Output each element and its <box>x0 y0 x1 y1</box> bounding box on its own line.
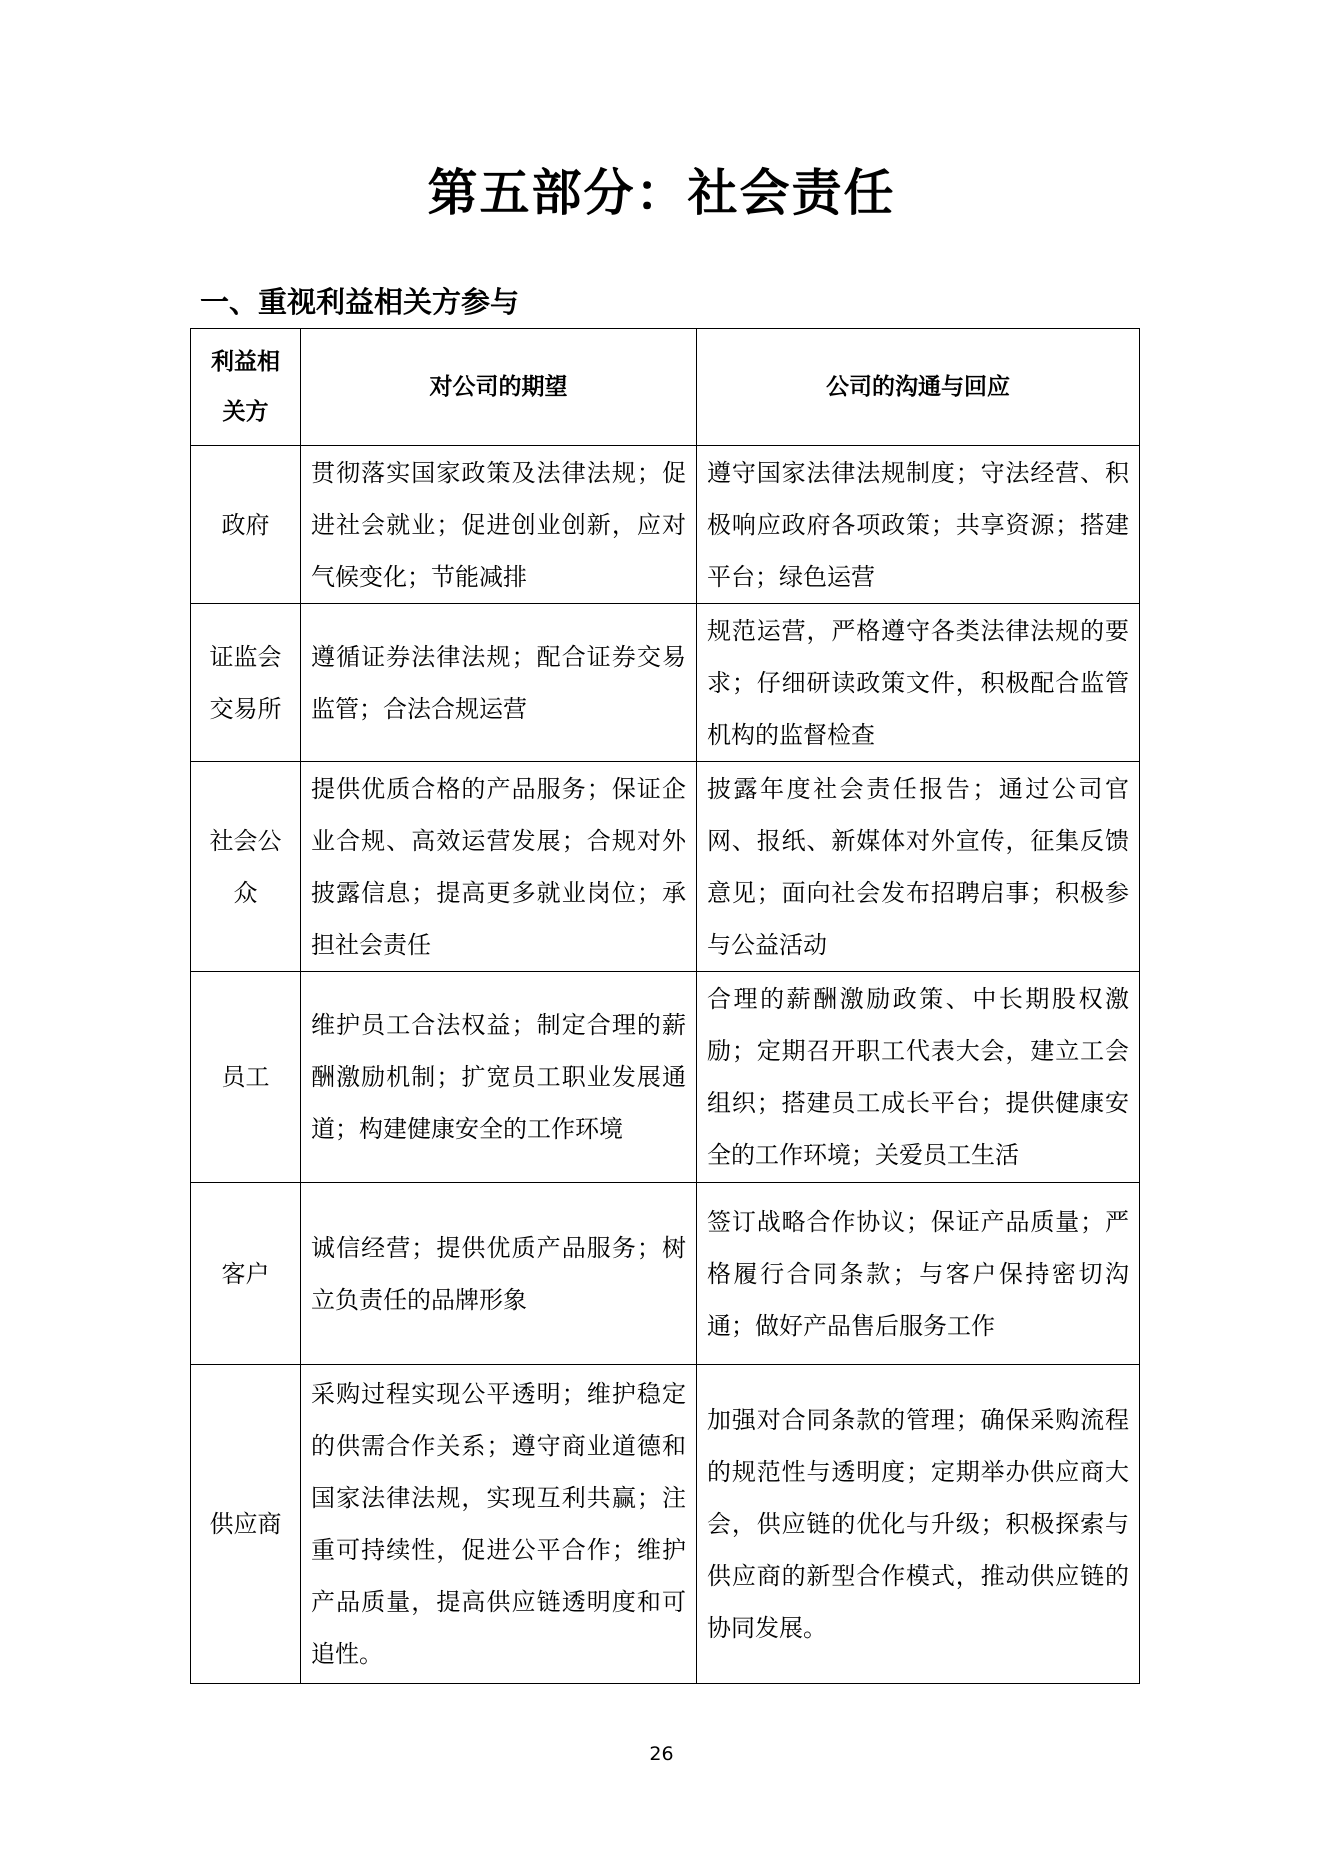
page-number: 26 <box>649 1743 674 1765</box>
response-cell: 加强对合同条款的管理；确保采购流程的规范性与透明度；定期举办供应商大会，供应链的优化与升级；积极探索与供应商的新型合作模式，推动供应链的协同发展。 <box>697 1365 1140 1684</box>
expectation-cell: 维护员工合法权益；制定合理的薪酬激励机制；扩宽员工职业发展通道；构建健康安全的工作环境 <box>301 972 697 1183</box>
response-cell: 签订战略合作协议；保证产品质量；严格履行合同条款；与客户保持密切沟通；做好产品售后服务工作 <box>697 1183 1140 1365</box>
page-title: 第五部分：社会责任 <box>427 164 896 222</box>
response-cell: 披露年度社会责任报告；通过公司官网、报纸、新媒体对外宣传，征集反馈意见；面向社会发布招聘启事；积极参与公益活动 <box>697 762 1140 972</box>
table-row <box>191 1365 1140 1684</box>
table-row <box>191 446 1140 604</box>
expectation-cell: 遵循证券法律法规；配合证券交易监管；合法合规运营 <box>301 604 697 762</box>
header-party: 利益相关方 <box>191 329 301 446</box>
expectation-cell: 采购过程实现公平透明；维护稳定的供需合作关系；遵守商业道德和国家法律法规，实现互利共赢；注重可持续性，促进公平合作；维护产品质量，提高供应链透明度和可追性。 <box>301 1365 697 1684</box>
response-cell: 规范运营，严格遵守各类法律法规的要求；仔细研读政策文件，积极配合监管机构的监督检查 <box>697 604 1140 762</box>
table-row <box>191 604 1140 762</box>
party-cell: 证监会交易所 <box>191 604 301 762</box>
expectation-cell: 诚信经营；提供优质产品服务；树立负责任的品牌形象 <box>301 1183 697 1365</box>
table-row <box>191 762 1140 972</box>
expectation-cell: 贯彻落实国家政策及法律法规；促进社会就业；促进创业创新，应对气候变化；节能减排 <box>301 446 697 604</box>
expectation-cell: 提供优质合格的产品服务；保证企业合规、高效运营发展；合规对外披露信息；提高更多就业岗位；承担社会责任 <box>301 762 697 972</box>
table-header-row <box>191 329 1140 446</box>
party-cell: 员工 <box>191 972 301 1183</box>
table-row <box>191 972 1140 1183</box>
response-cell: 合理的薪酬激励政策、中长期股权激励；定期召开职工代表大会，建立工会组织；搭建员工成长平台；提供健康安全的工作环境；关爱员工生活 <box>697 972 1140 1183</box>
response-cell: 遵守国家法律法规制度；守法经营、积极响应政府各项政策；共享资源；搭建平台；绿色运营 <box>697 446 1140 604</box>
header-expectation: 对公司的期望 <box>301 329 697 446</box>
stakeholder-table <box>190 328 1140 1684</box>
party-cell: 政府 <box>191 446 301 604</box>
party-cell: 供应商 <box>191 1365 301 1684</box>
section-heading: 一、重视利益相关方参与 <box>200 285 520 319</box>
header-response: 公司的沟通与回应 <box>697 329 1140 446</box>
table-row <box>191 1183 1140 1365</box>
party-cell: 客户 <box>191 1183 301 1365</box>
party-cell: 社会公众 <box>191 762 301 972</box>
